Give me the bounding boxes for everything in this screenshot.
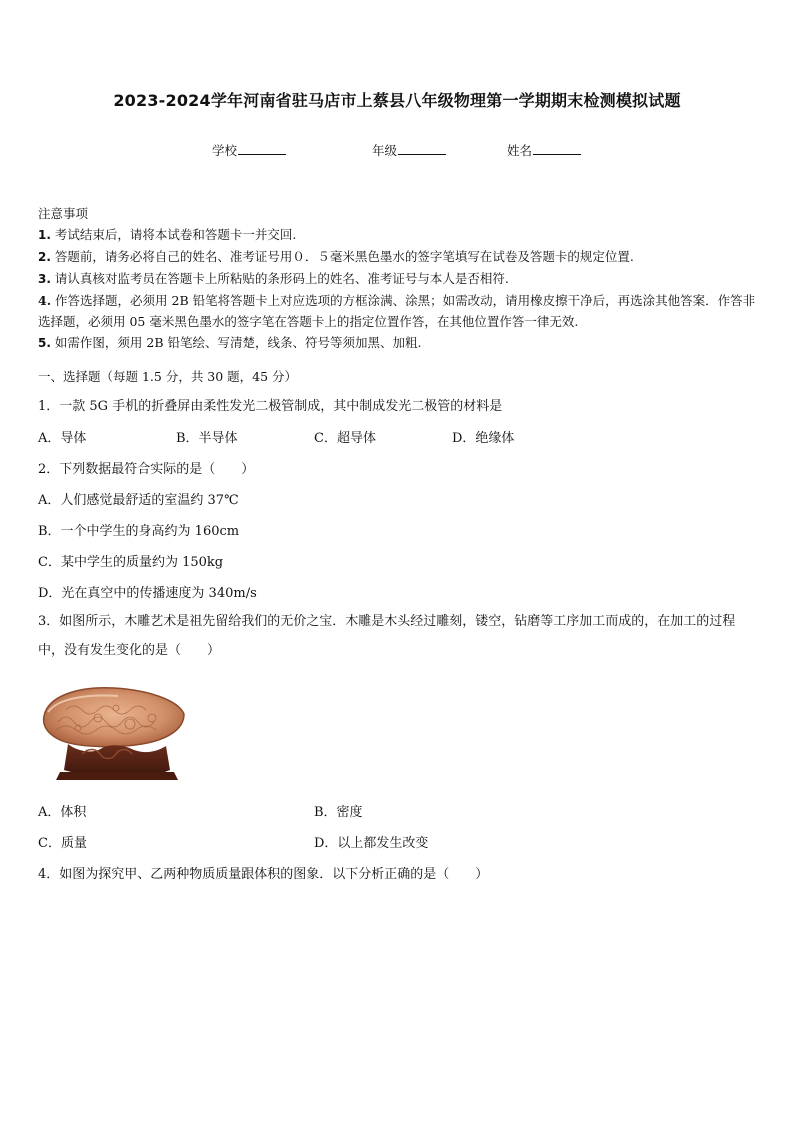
notes-block [38, 204, 760, 354]
section-heading: 一、选择题（每题 1.5 分，共 30 题，45 分） [38, 369, 298, 384]
q2-option-c: C．某中学生的质量约为 150kg [38, 555, 224, 570]
name-field [507, 141, 581, 159]
q3-option-c: C．质量 [38, 836, 87, 851]
q3-option-a: A．体积 [38, 805, 87, 820]
question-4-stem: 4．如图为探究甲、乙两种物质质量跟体积的图象．以下分析正确的是（ ） [38, 867, 489, 882]
q3-option-b: B．密度 [314, 805, 363, 820]
note-item: 1. 考试结束后，请将本试卷和答题卡一并交回. [38, 227, 297, 242]
q3-option-d: D．以上都发生改变 [314, 836, 429, 851]
q1-option-b: B．半导体 [176, 431, 238, 446]
grade-field [372, 141, 446, 159]
q2-option-d: D．光在真空中的传播速度为 340m/s [38, 586, 257, 601]
question-1-stem: 1．一款 5G 手机的折叠屏由柔性发光二极管制成，其中制成发光二极管的材料是 [38, 399, 503, 414]
q2-option-a: A．人们感觉最舒适的室温约 37℃ [38, 493, 239, 508]
q2-option-b: B．一个中学生的身高约为 160cm [38, 524, 240, 539]
question-2-stem: 2．下列数据最符合实际的是（ ） [38, 462, 255, 477]
q1-option-c: C．超导体 [314, 431, 376, 446]
grade-label: 年级 [372, 143, 398, 158]
q1-option-a: A．导体 [38, 431, 87, 446]
q1-option-d: D．绝缘体 [452, 431, 515, 446]
name-blank [533, 143, 581, 155]
notes-heading: 注意事项 [38, 206, 89, 221]
question-3-stem: 3．如图所示，木雕艺术是祖先留给我们的无价之宝．木雕是木头经过雕刻，镂空，钻磨等工序加工而成的，在加工的过程中，没有发生变化的是（ ） [38, 614, 736, 658]
note-item: 3. 请认真核对监考员在答题卡上所粘贴的条形码上的姓名、准考证号与本人是否相符. [38, 271, 509, 286]
note-item: 4. 作答选择题，必须用 2B 铅笔将答题卡上对应选项的方框涂满、涂黑；如需改动，请用橡皮擦干净后，再选涂其他答案．作答非选择题，必须用 05 毫米黑色墨水的签字笔在答题卡上的指定位置作答，在其他位置作答一律无效. [38, 293, 756, 329]
school-label: 学校 [212, 143, 238, 158]
grade-blank [398, 143, 446, 155]
school-field [212, 141, 286, 159]
school-blank [238, 143, 286, 155]
name-label: 姓名 [507, 143, 533, 158]
exam-title: 2023-2024学年河南省驻马店市上蔡县八年级物理第一学期期末检测模拟试题 [113, 91, 681, 110]
note-item: 5. 如需作图，须用 2B 铅笔绘、写清楚，线条、符号等须加黑、加粗. [38, 335, 422, 350]
note-item: 2. 答题前，请务必将自己的姓名、准考证号用０．５毫米黑色墨水的签字笔填写在试卷及答题卡的规定位置. [38, 249, 634, 264]
wood-carving-image [38, 678, 186, 784]
